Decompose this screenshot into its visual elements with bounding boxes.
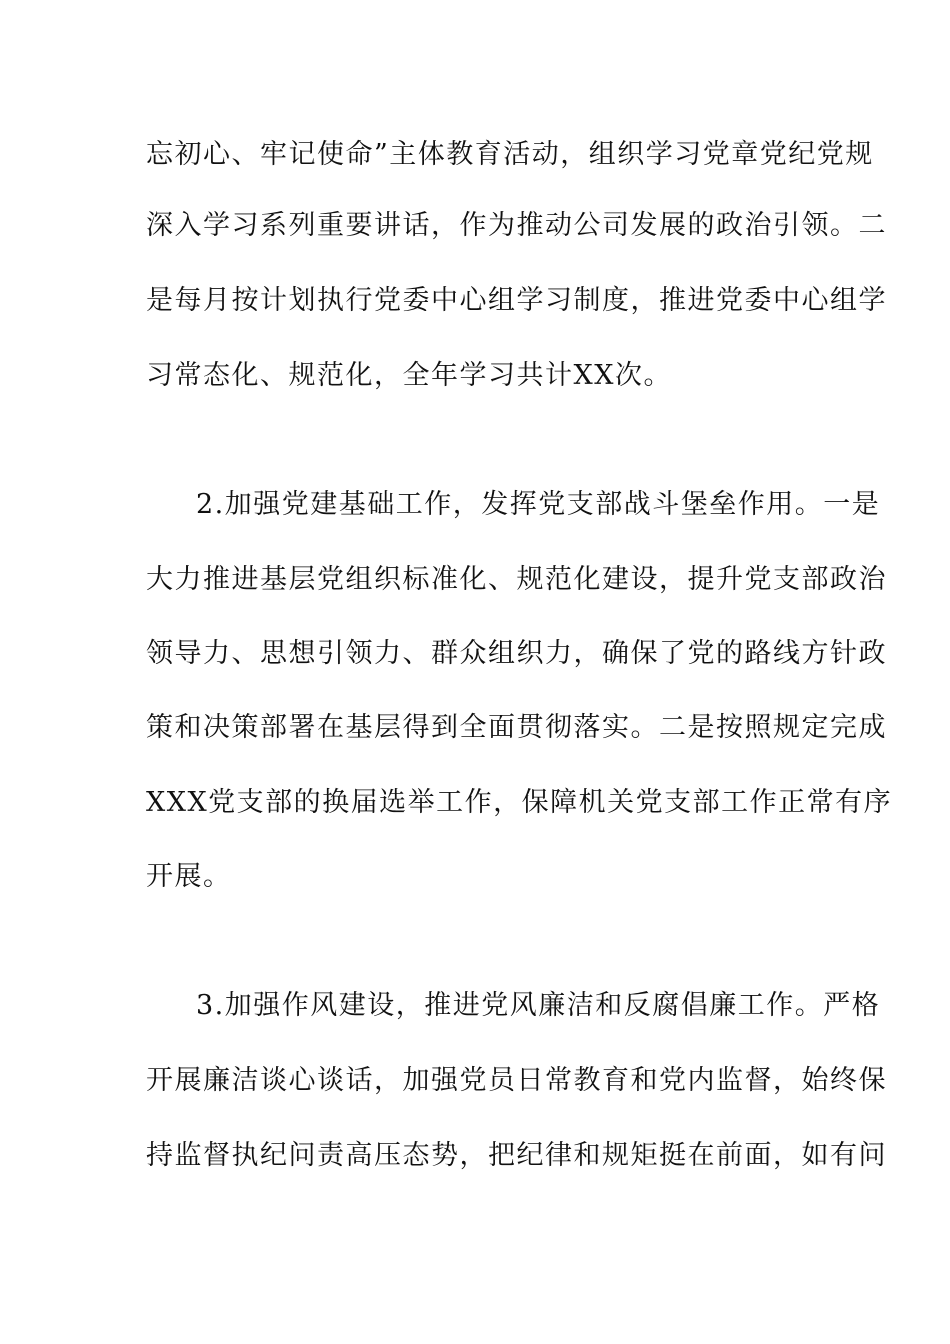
paragraph-3-line-3: 持监督执纪问责高压态势，把纪律和规矩挺在前面，如有问 [146, 1140, 887, 1171]
paragraph-2-line-4: 策和决策部署在基层得到全面贯彻落实。二是按照规定完成 [146, 712, 887, 743]
paragraph-1-line-4: 习常态化、规范化，全年学习共计XX次。 [146, 360, 672, 391]
paragraph-2-line-2: 大力推进基层党组织标准化、规范化建设，提升党支部政治 [146, 564, 887, 595]
paragraph-2-line-3: 领导力、思想引领力、群众组织力，确保了党的路线方针政 [146, 638, 887, 669]
paragraph-1-line-2: 深入学习系列重要讲话，作为推动公司发展的政治引领。二 [146, 210, 887, 241]
paragraph-1-line-3: 是每月按计划执行党委中心组学习制度，推进党委中心组学 [146, 285, 887, 316]
paragraph-3-line-2: 开展廉洁谈心谈话，加强党员日常教育和党内监督，始终保 [146, 1065, 887, 1096]
paragraph-3-line-1: 3.加强作风建设，推进党风廉洁和反腐倡廉工作。严格 [196, 990, 881, 1021]
paragraph-2-line-5: XXX党支部的换届选举工作，保障机关党支部工作正常有序 [146, 787, 893, 818]
paragraph-1-line-1: 忘初心、牢记使命”主体教育活动，组织学习党章党纪党规 [146, 139, 874, 170]
paragraph-2-line-1: 2.加强党建基础工作，发挥党支部战斗堡垒作用。一是 [196, 489, 881, 520]
paragraph-2-line-6: 开展。 [146, 861, 232, 892]
